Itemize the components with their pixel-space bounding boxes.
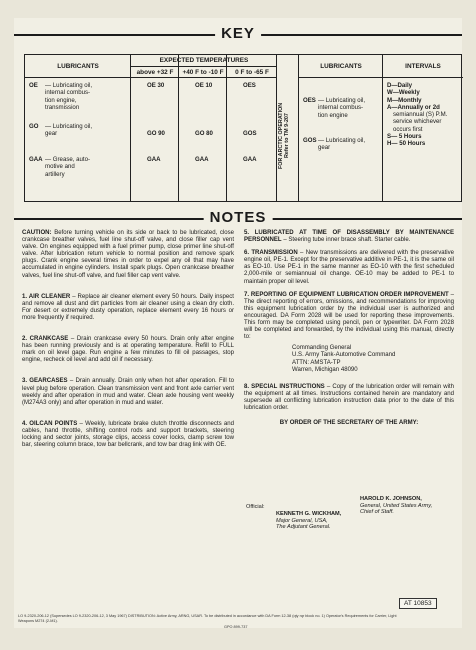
note-oilcan-points: 4. OILCAN POINTS – Weekly, lubricate brake clutch throttle disconnects and cables, hand throttle, shifting control rods and support brackets, steering locking and sector joints, storage clips, access cover locks, clamp screw tow bar, steering column brace, tow bar bellcrank, and tow bar drag link with OE. bbox=[22, 420, 235, 449]
lubricant-desc: — Lubricating oil, internal combus- tion engine, transmission bbox=[45, 82, 93, 111]
lubricant-desc: — Lubricating oil, gear bbox=[45, 123, 93, 138]
notes-left-column bbox=[22, 230, 234, 455]
lubricant-desc: — Lubricating oil, internal combus- tion engine bbox=[318, 97, 366, 119]
signature-left: KENNETH G. WICKHAM, Major General, USA, The Adjutant General. bbox=[276, 511, 342, 531]
lubricant-code: GAA bbox=[29, 156, 43, 163]
intervals-list: D—Daily W—Weekly M—Monthly A—Annually or 2d semiannual (S) P.M. service whichever occurs first S— 5 Hours H— 50 Hours bbox=[387, 82, 448, 148]
temp-value: GAA bbox=[147, 156, 161, 163]
header-intervals: INTERVALS bbox=[405, 63, 441, 70]
signature-right: HAROLD K. JOHNSON, General, United States Army, Chief of Staff. bbox=[360, 496, 433, 516]
key-title: KEY bbox=[215, 25, 261, 42]
header-rule bbox=[299, 77, 463, 78]
temp-value: GO 80 bbox=[195, 130, 213, 137]
caution-note: CAUTION: Before turning vehicle on its side or back to be lubricated, close crankcase breather valves, fuel line shut-off valve, and close filler cap vent valve. On engines equipped with a fuel primer pump, close primer line shut-off valve. After lubrication return vehicle to normal position and remove spark plugs. Crank engine several times in order to expel any oil that may have accumulated in engine cylinders. Install spark plugs. Open crankcase breather valves, fuel line shut-off valve, and fuel filler cap vent valve. bbox=[22, 230, 234, 279]
note-gearcases: 3. GEARCASES – Drain annually. Drain only when hot after operation. Fill to level plug before operation. Clean transmission vent and front axle carrier vent weekly and after operation in mud and water. Clean axle housing vent weekly (M274A3 only) and after operation in mud and water. bbox=[22, 378, 234, 406]
header-temp-40-to-minus-10: +40 F to -10 F bbox=[182, 69, 224, 76]
temp-value: OE 30 bbox=[147, 82, 165, 89]
note-lubricated-at-disassembly: 5. LUBRICATED AT TIME OF DISASSEMBLY BY MAINTENANCE PERSONNEL – Steering tube inner brace shaft. Starter cable. bbox=[244, 230, 454, 244]
notes-title: NOTES bbox=[204, 209, 273, 226]
temp-value: GO 90 bbox=[147, 130, 165, 137]
header-rule bbox=[131, 66, 277, 67]
arctic-operation-note: FOR ARCTIC OPERATION Refer to TM 9-207 bbox=[278, 102, 290, 170]
note-air-cleaner: 1. AIR CLEANER – Replace air cleaner element every 50 hours. Daily inspect and remove all dust and dirt particles from air cleaner using a clean dry cloth. For desert or extremely dusty operation, replace element every 16 hours or more frequently if required. bbox=[22, 293, 234, 321]
notes-right-column bbox=[244, 230, 454, 427]
by-order-line: BY ORDER OF THE SECRETARY OF THE ARMY: bbox=[279, 420, 419, 427]
lubricant-code: GO bbox=[29, 123, 39, 130]
temp-value: GAA bbox=[243, 156, 257, 163]
mailing-address: Commanding General U.S. Army Tank-Automotive Command ATTN: AMSTA-TP Warren, Michigan 48090 bbox=[292, 345, 396, 373]
note-reporting: 7. REPORTING OF EQUIPMENT LUBRICATION ORDER IMPROVEMENT – The direct reporting of errors, omissions, and recommendations for improving this equipment lubrication order by the individual user is authorized and encouraged. DA Form 2028 will be used for reporting these improvements. This form may be completed using pencil, pen or typewriter. DA Form 2028 will be completed and forwarded, by the individual using this manual, directly to: bbox=[244, 291, 454, 341]
note-crankcase: 2. CRANKCASE – Drain crankcase every 50 hours. Drain only after engine has been running previously and is at operating temperature. Refill to FULL mark on oil level gage. Run engine a few minutes to fill oil passages, stop engine, recheck oil level and add oil if necessary. bbox=[22, 336, 234, 364]
header-temp-above-32: above +32 F bbox=[136, 69, 174, 76]
lubricant-desc: — Grease, auto- motive and artillery bbox=[45, 156, 91, 178]
lubricant-desc: — Lubricating oil, gear bbox=[318, 137, 366, 152]
lubrication-order-sheet bbox=[14, 18, 462, 628]
header-expected-temperatures: EXPECTED TEMPERATURES bbox=[159, 57, 249, 64]
temp-value: GAA bbox=[195, 156, 209, 163]
note-transmission: 6. TRANSMISSION – New transmissions are delivered with the preservative engine oil, PE-1. Except for the preservative additive in PE-1, it is the same oil as EO-10. Use PE-1 in the same manner as EO-10 with the first scheduled 2,000-mile or semiannual oil change. OE-10 may be added to PE-1 to maintain proper oil level. bbox=[244, 250, 454, 285]
print-code: GPO 899-737 bbox=[224, 625, 248, 629]
header-rule bbox=[25, 77, 277, 78]
temp-value: OES bbox=[243, 82, 256, 89]
note-special-instructions: 8. SPECIAL INSTRUCTIONS – Copy of the lubrication order will remain with the equipment at all times. Instructions contained herein are mandatory and supersede all conflicting lubrication instruction data prior to the date of this lubrication order. bbox=[244, 383, 455, 411]
lubricant-code: OES bbox=[303, 97, 316, 104]
temp-value: GOS bbox=[243, 130, 257, 137]
temp-value: OE 10 bbox=[195, 82, 213, 89]
key-table bbox=[24, 54, 462, 202]
official-label: Official: bbox=[246, 504, 265, 510]
header-lubricants: LUBRICANTS bbox=[57, 63, 99, 70]
distribution-footer: LO 9-2320-206-12 (Supersedes LO 9-2320-206-12, 3 May 1967) DISTRIBUTION: Active Army, ARNG, USAR. To be distributed in accordance with DA Form 12-38 (qty rqr block no. 1) Operator's Requirements for Carrier, Light Weapons M274 (2-M1). bbox=[18, 614, 397, 623]
lubricant-code: OE bbox=[29, 82, 38, 89]
document-number-stamp: AT 10853 bbox=[399, 598, 437, 609]
header-lubricants-right: LUBRICANTS bbox=[320, 63, 362, 70]
header-temp-0-to-minus-65: 0 F to -65 F bbox=[235, 69, 269, 76]
lubricant-code: GOS bbox=[303, 137, 317, 144]
